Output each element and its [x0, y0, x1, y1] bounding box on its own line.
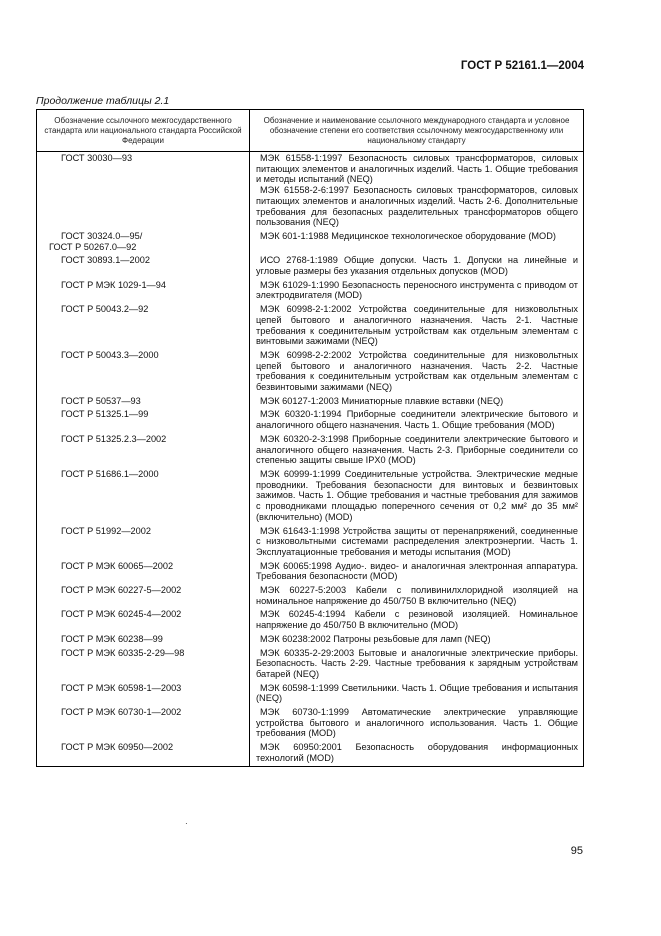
table-body: [37, 152, 584, 767]
international-standard-description: МЭК 60730-1:1999 Автоматические электрические управляющие устройства бытового и аналогичного использования. Часть 1. Общие требования (MOD): [256, 707, 578, 739]
table-row: [37, 608, 584, 632]
national-standard-code: ГОСТ 30893.1—2002: [61, 255, 150, 266]
table-row: [37, 254, 584, 278]
table-row: [37, 560, 584, 584]
national-standard-cell: [37, 433, 250, 468]
national-standard-cell: [37, 408, 250, 432]
table-row: [37, 741, 584, 766]
international-standard-cell: [250, 608, 584, 632]
national-standard-cell: [37, 152, 250, 230]
table-row: [37, 279, 584, 303]
international-standard-description: МЭК 60227-5:2003 Кабели с поливинилхлоридной изоляцией на номинальное напряжение до 450/750 В включительно (NEQ): [256, 585, 578, 606]
national-standard-cell: [37, 468, 250, 525]
national-standard-code: ГОСТ Р МЭК 60950—2002: [61, 742, 174, 753]
table-row: [37, 706, 584, 741]
international-standard-description: МЭК 60335-2-29:2003 Бытовые и аналогичные электрические приборы. Безопасность. Часть 2-29. Частные требования к зарядным устройствам батарей (NEQ): [256, 647, 578, 679]
table-row: [37, 152, 584, 230]
national-standard-code: ГОСТ Р МЭК 60335-2-29—98: [61, 647, 185, 658]
national-standard-code: ГОСТ Р МЭК 1029-1—94: [61, 279, 166, 290]
national-standard-cell: [37, 706, 250, 741]
international-standard-description: МЭК 61558-2-6:1997 Безопасность силовых трансформаторов, силовых питающих элементов и аналогичных изделий. Часть 2-6. Дополнительные требования для безопасных разделительных трансформаторов общего пользования (NEQ): [256, 185, 578, 228]
international-standard-description: МЭК 60320-2-3:1998 Приборные соединители электрические бытового и аналогичного общего назначения. Часть 2-3. Приборные соединители со степенью защиты свыше IPX0 (MOD): [256, 433, 578, 466]
international-standard-description: МЭК 60998-2-2:2002 Устройства соединительные для низковольтных цепей бытового и аналогичного назначения. Часть 2-2. Частные требования к соединительным устройствам как отдельным элементам с безвинтовыми зажимами (NEQ): [256, 349, 578, 393]
table-header-row: [37, 110, 584, 152]
international-standard-description: МЭК 60598-1:1999 Светильники. Часть 1. Общие требования и испытания (NEQ): [256, 682, 578, 704]
national-standard-code: ГОСТ 30324.0—95/: [61, 230, 143, 241]
national-standard-cell: [37, 741, 250, 766]
international-standard-description: МЭК 60998-2-1:2002 Устройства соединительные для низковольтных цепей бытового и аналогичного назначения. Часть 2-1. Частные требования к соединительным устройствам как отдельным элементам с винтовыми зажимами (NEQ): [256, 304, 578, 347]
national-standard-code: ГОСТ 30030—93: [61, 153, 133, 163]
stray-dot-mark: ·: [185, 819, 188, 828]
reference-table: [36, 109, 584, 767]
table-row: [37, 408, 584, 432]
national-standard-cell: [37, 560, 250, 584]
international-standard-description: МЭК 60127-1:2003 Миниатюрные плавкие вставки (NEQ): [260, 395, 504, 406]
international-standard-cell: [250, 633, 584, 647]
col-header-international-standard: Обозначение и наименование ссылочного международного стандарта и условное обозначение степени его соответствия ссылочному межгосударственному или национальному стандарту: [250, 110, 584, 152]
international-standard-cell: [250, 254, 584, 278]
national-standard-cell: [37, 647, 250, 682]
national-standard-cell: [37, 230, 250, 254]
table-row: [37, 525, 584, 560]
international-standard-cell: [250, 303, 584, 349]
international-standard-cell: [250, 433, 584, 468]
national-standard-code: ГОСТ Р 51686.1—2000: [61, 468, 159, 479]
col-header-national-standard: Обозначение ссылочного межгосударственного стандарта или национального стандарта Российской Федерации: [37, 110, 250, 152]
table-row: [37, 303, 584, 349]
international-standard-description: МЭК 60238:2002 Патроны резьбовые для ламп (NEQ): [260, 633, 491, 644]
international-standard-cell: [250, 152, 584, 230]
national-standard-cell: [37, 584, 250, 608]
international-standard-description: МЭК 60065:1998 Аудио-. видео- и аналогичная электронная аппаратура. Требования безопасности (MOD): [256, 560, 578, 582]
national-standard-cell: [37, 682, 250, 706]
international-standard-cell: [250, 741, 584, 766]
international-standard-cell: [250, 395, 584, 409]
international-standard-description: МЭК 60320-1:1994 Приборные соединители электрические бытового и аналогичного общего назначения. Часть 1. Общие требования (MOD): [256, 409, 578, 431]
international-standard-cell: [250, 408, 584, 432]
national-standard-cell: [37, 395, 250, 409]
national-standard-code: ГОСТ Р МЭК 60730-1—2002: [61, 707, 182, 718]
international-standard-cell: [250, 647, 584, 682]
international-standard-cell: [250, 584, 584, 608]
table-row: [37, 433, 584, 468]
table-row: [37, 349, 584, 395]
national-standard-code: ГОСТ Р МЭК 60238—99: [61, 633, 163, 644]
international-standard-description: МЭК 60245-4:1994 Кабели с резиновой изоляцией. Номинальное напряжение до 450/750 В включительно (MOD): [256, 609, 578, 631]
national-standard-code: ГОСТ Р 51325.1—99: [61, 409, 149, 420]
national-standard-cell: [37, 303, 250, 349]
table-row: [37, 230, 584, 254]
international-standard-description: МЭК 601-1:1988 Медицинское технологическое оборудование (MOD): [260, 230, 556, 241]
national-standard-code: ГОСТ Р МЭК 60065—2002: [61, 560, 174, 571]
national-standard-cell: [37, 279, 250, 303]
national-standard-cell: [37, 608, 250, 632]
international-standard-cell: [250, 706, 584, 741]
international-standard-description: МЭК 60999-1:1999 Соединительные устройства. Электрические медные проводники. Требования безопасности для винтовых и безвинтовых зажимов. Часть 1. Общие требования и частные требования для зажимов с проводниками площадью поперечного сечения от 0,2 мм² до 35 мм² (включительно) (MOD): [256, 468, 578, 522]
national-standard-cell: [37, 349, 250, 395]
international-standard-cell: [250, 682, 584, 706]
international-standard-description: МЭК 61643-1:1998 Устройства защиты от перенапряжений, соединенные с низковольтными системами распределения электроэнергии. Часть 1. Эксплуатационные требования и методы испытания (MOD): [256, 525, 578, 557]
national-standard-code: ГОСТ Р 50043.3—2000: [61, 349, 159, 360]
international-standard-cell: [250, 349, 584, 395]
national-standard-cell: [37, 254, 250, 278]
table-row: [37, 682, 584, 706]
national-standard-code: ГОСТ Р 50267.0—92: [49, 241, 137, 252]
national-standard-code: ГОСТ Р МЭК 60245-4—2002: [61, 609, 182, 620]
national-standard-cell: [37, 633, 250, 647]
national-standard-code: ГОСТ Р 50537—93: [61, 395, 141, 406]
table-row: [37, 633, 584, 647]
national-standard-code: ГОСТ Р 51325.2.3—2002: [61, 433, 167, 444]
table-row: [37, 468, 584, 525]
table-row: [37, 647, 584, 682]
international-standard-cell: [250, 468, 584, 525]
page-number: 95: [570, 845, 583, 857]
table-row: [37, 395, 584, 409]
national-standard-code: ГОСТ Р 50043.2—92: [61, 304, 149, 315]
international-standard-cell: [250, 525, 584, 560]
international-standard-description: МЭК 60950:2001 Безопасность оборудования информационных технологий (MOD): [256, 742, 578, 763]
international-standard-cell: [250, 230, 584, 254]
international-standard-cell: [250, 279, 584, 303]
international-standard-description: ИСО 2768-1:1989 Общие допуски. Часть 1. Допуски на линейные и угловые размеры без указания отдельных допусков (MOD): [256, 255, 578, 277]
table-row: [37, 584, 584, 608]
national-standard-code: ГОСТ Р МЭК 60227-5—2002: [61, 585, 182, 596]
international-standard-cell: [250, 560, 584, 584]
national-standard-code: ГОСТ Р 51992—2002: [61, 525, 151, 536]
international-standard-description: МЭК 61029-1:1990 Безопасность переносного инструмента с приводом от электродвигателя (MOD): [256, 279, 578, 301]
table-caption: Продолжение таблицы 2.1: [36, 95, 170, 107]
international-standard-description: МЭК 61558-1:1997 Безопасность силовых трансформаторов, силовых питающих элементов и аналогичных изделий. Часть 1. Общие требования и методы испытаний (NEQ): [256, 153, 578, 185]
document-code: ГОСТ Р 52161.1—2004: [460, 60, 584, 72]
national-standard-code: ГОСТ Р МЭК 60598-1—2003: [61, 682, 182, 693]
national-standard-cell: [37, 525, 250, 560]
